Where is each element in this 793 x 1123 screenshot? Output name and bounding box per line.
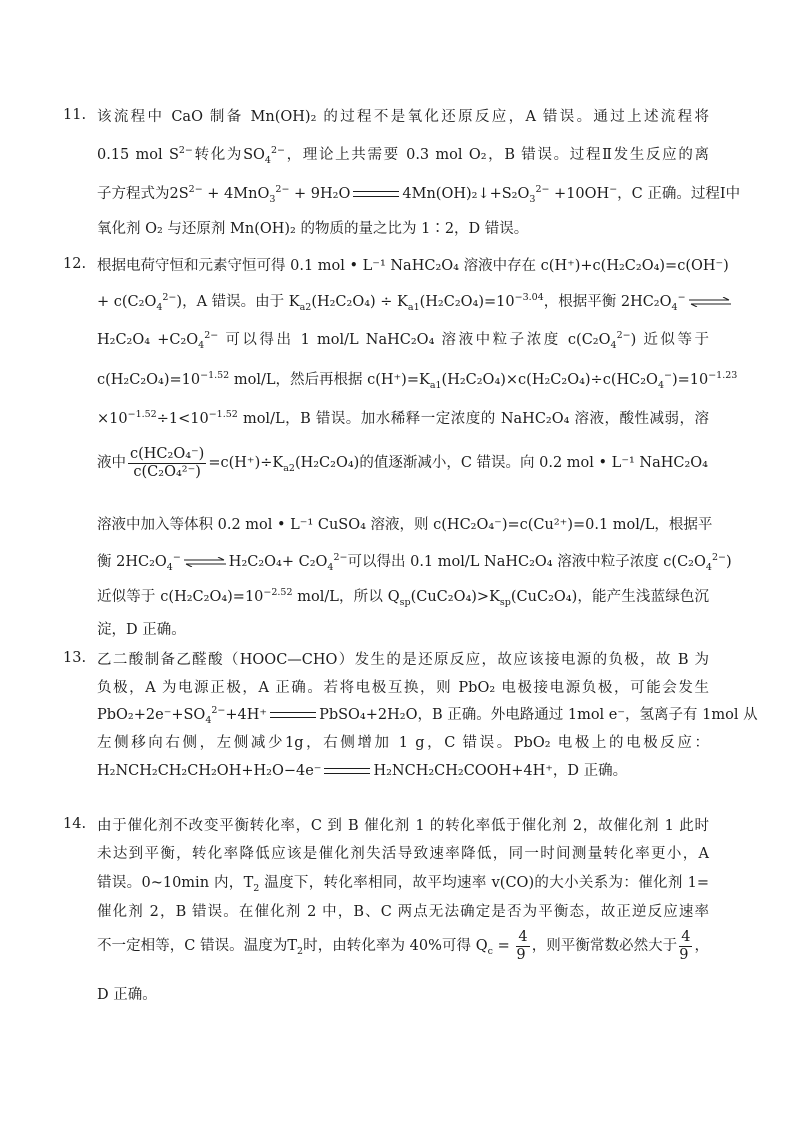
- text-line: 左侧移向右侧，左侧减少1g，右侧增加 1 g，C 错误。PbO₂ 电极上的电极反应：: [97, 735, 709, 751]
- equilibrium-arrow-icon: [184, 557, 226, 567]
- text-line: 未达到平衡，转化率降低应该是催化剂失活导致速率降低，同一时间测量转化率更小，A: [97, 846, 709, 862]
- fraction: $\frac{4}{9}$: [516, 928, 528, 963]
- text-line: 0.15 mol $S^{2-}$转化为$SO_4^{2-}$，理论上共需要 0.3 mol O₂，B 错误。过程Ⅱ发生反应的离: [97, 145, 709, 166]
- fraction: $\frac{4}{9}$: [679, 928, 691, 963]
- equilibrium-arrow-icon: [689, 297, 731, 307]
- text-line: 液中 $\frac{\text{c(HC₂O₄⁻)}}{\text{c(C₂O₄²⁻)}}$ $=c(H^+)\div K_{a2}(H_2C_2O_4)$的值逐渐减小，C 错误。向 0.2 mol • L⁻¹ NaHC₂O₄: [97, 445, 708, 480]
- text-line: 溶液中加入等体积 0.2 mol • L⁻¹ CuSO₄ 溶液，则 c(HC₂O₄⁻)=c(Cu²⁺)=0.1 mol/L，根据平: [97, 517, 713, 533]
- text-line: 根据电荷守恒和元素守恒可得 0.1 mol • L⁻¹ NaHC₂O₄ 溶液中存在 c(H⁺)+c(H₂C₂O₄)=c(OH⁻): [97, 258, 729, 274]
- text-line: $\times 10^{-1.52}\div 1<10^{-1.52}$ mol/L，B 错误。加水稀释一定浓度的 NaHC₂O₄ 溶液，酸性减弱，溶: [97, 409, 709, 427]
- fraction: $\frac{\text{c(HC₂O₄⁻)}}{\text{c(C₂O₄²⁻)}}$: [130, 445, 205, 480]
- item-number: 11.: [63, 107, 87, 123]
- text-line: $c(H_2C_2O_4)=10^{-1.52}$ mol/L，然后再根据 $c(H^+)=K_{a1}(H_2C_2O_4)\times c(H_2C_2O_4)\div c(HC_2O_4^-)=10^{-1.23}$: [97, 370, 738, 391]
- item-number: 13.: [63, 650, 87, 666]
- text-line: 近似等于 $c(H_2C_2O_4)=10^{-2.52}$ mol/L，所以 $Q_{sp}(CuC_2O_4)>K_{sp}(CuC_2O_4)$，能产生浅蓝绿色沉: [97, 587, 709, 608]
- equals-sign-icon: [270, 711, 316, 719]
- text-line: 子方程式为$2S^{2-} + 4MnO_3^{2-} + 9H_2O$ $4Mn(OH)_2↓+S_2O_3^{2-} +10OH^-$，C 正确。过程Ⅰ中: [97, 184, 741, 205]
- text-line: 不一定相等，C 错误。温度为$T_2$时，由转化率为 40%可得 $Q_c$ = $\frac{4}{9}$ ，则平衡常数必然大于 $\frac{4}{9}$ ，: [97, 928, 710, 963]
- text-line: 错误。0~10min 内，$T_2$ 温度下，转化率相同，故平均速率 v(CO)的大小关系为：催化剂 1=: [97, 875, 709, 894]
- equals-sign-icon: [324, 767, 370, 775]
- text-line: H₂NCH₂CH₂CH₂OH+H₂O−4e⁻ H₂NCH₂CH₂COOH+4H⁺，D 正确。: [97, 763, 628, 779]
- text-line: $H_2C_2O_4 +C_2O_4^{2-}$ 可以得出 1 mol/L NaHC₂O₄ 溶液中粒子浓度 $c(C_2O_4^{2-})$ 近似等于: [97, 330, 709, 351]
- text-line: + $c(C_2O_4^{2-})$，A 错误。由于 $K_{a2}(H_2C_2O_4) \div K_{a1}(H_2C_2O_4)=10^{-3.04}$，根据平衡 $2HC_2O_4^-$: [97, 292, 709, 312]
- text-line: 氧化剂 O₂ 与还原剂 Mn(OH)₂ 的物质的量之比为 1∶2，D 错误。: [97, 221, 529, 237]
- text-line: 催化剂 2，B 错误。在催化剂 2 中，B、C 两点无法确定是否为平衡态，故正逆反应速率: [97, 904, 709, 920]
- text-line: 淀，D 正确。: [97, 622, 186, 638]
- text-line: 由于催化剂不改变平衡转化率，C 到 B 催化剂 1 的转化率低于催化剂 2，故催化剂 1 此时: [97, 818, 709, 834]
- text-line: 负极，A 为电源正极，A 正确。若将电极互换，则 PbO₂ 电极接电源负极，可能会发生: [97, 680, 709, 696]
- text-line: D 正确。: [97, 987, 157, 1003]
- text-line: 乙二酸制备乙醛酸（HOOC—CHO）发生的是还原反应，故应该接电源的负极，故 B 为: [97, 652, 709, 668]
- text-line: $PbO_2+2e^-+SO_4^{2-}+4H^+$ PbSO₄+2H₂O，B 正确。外电路通过 1mol e⁻，氢离子有 1mol 从: [97, 705, 758, 726]
- item-number: 12.: [63, 256, 87, 272]
- equals-sign-icon: [353, 190, 399, 198]
- text-line: 该流程中 CaO 制备 Mn(OH)₂ 的过程不是氧化还原反应，A 错误。通过上述流程将: [97, 109, 709, 125]
- text-line: 衡 $2HC_2O_4^-$ $H_2C_2O_4+ C_2O_4^{2-}$可以得出 0.1 mol/L NaHC₂O₄ 溶液中粒子浓度 $c(C_2O_4^{2-})$: [97, 552, 732, 573]
- item-number: 14.: [63, 816, 87, 832]
